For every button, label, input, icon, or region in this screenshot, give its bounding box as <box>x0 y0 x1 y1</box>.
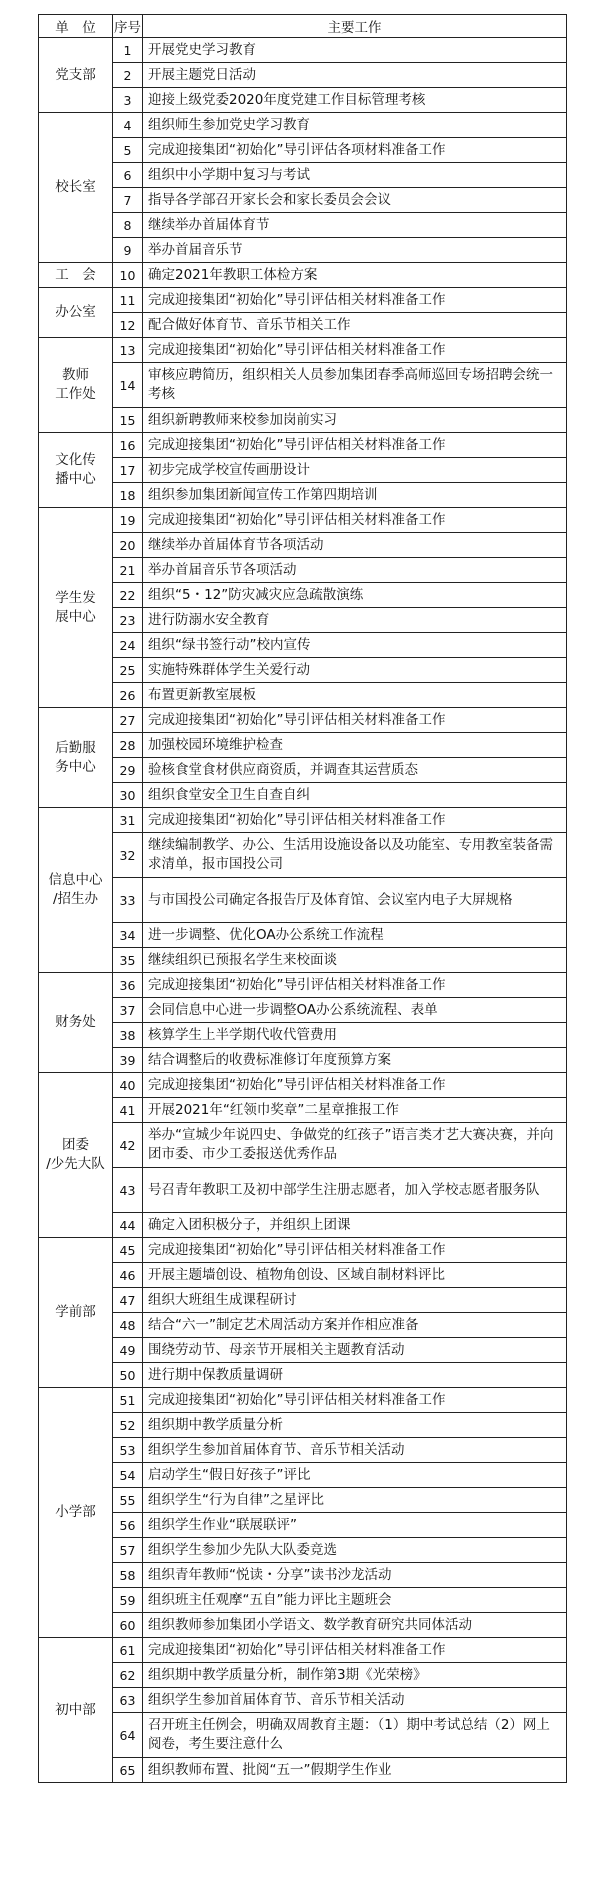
seq-cell: 12 <box>113 313 143 338</box>
seq-cell: 34 <box>113 923 143 948</box>
task-cell: 召开班主任例会，明确双周教育主题：（1）期中考试总结（2）网上阅卷，考生要注意什么 <box>143 1713 567 1758</box>
seq-cell: 18 <box>113 483 143 508</box>
task-cell: 组织师生参加党史学习教育 <box>143 113 567 138</box>
task-cell: 举办“宣城少年说四史、争做党的红孩子”语言类才艺大赛决赛，并向团市委、市少工委报送优秀作品 <box>143 1123 567 1168</box>
task-cell: 进行防溺水安全教育 <box>143 608 567 633</box>
table-row <box>39 1263 567 1288</box>
seq-cell: 60 <box>113 1613 143 1638</box>
table-row <box>39 1638 567 1663</box>
work-plan-table-container <box>38 14 566 1783</box>
table-row <box>39 1413 567 1438</box>
header-seq: 序号 <box>113 15 143 38</box>
seq-cell: 27 <box>113 708 143 733</box>
task-cell: 完成迎接集团“初始化”导引评估相关材料准备工作 <box>143 288 567 313</box>
table-row <box>39 1238 567 1263</box>
task-cell: 继续举办首届体育节各项活动 <box>143 533 567 558</box>
task-cell: 组织学生参加少先队大队委竞选 <box>143 1538 567 1563</box>
seq-cell: 4 <box>113 113 143 138</box>
table-row <box>39 683 567 708</box>
table-row <box>39 608 567 633</box>
task-cell: 完成迎接集团“初始化”导引评估相关材料准备工作 <box>143 1238 567 1263</box>
table-row <box>39 1098 567 1123</box>
task-cell: 进一步调整、优化OA办公系统工作流程 <box>143 923 567 948</box>
task-cell: 完成迎接集团“初始化”导引评估相关材料准备工作 <box>143 708 567 733</box>
seq-cell: 13 <box>113 338 143 363</box>
task-cell: 完成迎接集团“初始化”导引评估相关材料准备工作 <box>143 808 567 833</box>
seq-cell: 36 <box>113 973 143 998</box>
table-row <box>39 1538 567 1563</box>
seq-cell: 44 <box>113 1213 143 1238</box>
seq-cell: 2 <box>113 63 143 88</box>
task-cell: 迎接上级党委2020年度党建工作目标管理考核 <box>143 88 567 113</box>
seq-cell: 43 <box>113 1168 143 1213</box>
table-row <box>39 408 567 433</box>
seq-cell: 62 <box>113 1663 143 1688</box>
task-cell: 结合“六一”制定艺术周活动方案并作相应准备 <box>143 1313 567 1338</box>
seq-cell: 35 <box>113 948 143 973</box>
seq-cell: 5 <box>113 138 143 163</box>
table-row <box>39 1713 567 1758</box>
task-cell: 初步完成学校宣传画册设计 <box>143 458 567 483</box>
seq-cell: 64 <box>113 1713 143 1758</box>
unit-cell: 工 会 <box>39 263 113 288</box>
table-row <box>39 1488 567 1513</box>
table-row <box>39 213 567 238</box>
task-cell: 组织食堂安全卫生自查自纠 <box>143 783 567 808</box>
task-cell: 加强校园环境维护检查 <box>143 733 567 758</box>
task-cell: 组织班主任观摩“五自”能力评比主题班会 <box>143 1588 567 1613</box>
table-row <box>39 1048 567 1073</box>
table-row <box>39 1213 567 1238</box>
unit-cell: 团委 /少先大队 <box>39 1073 113 1238</box>
task-cell: 组织学生“行为自律”之星评比 <box>143 1488 567 1513</box>
task-cell: 布置更新教室展板 <box>143 683 567 708</box>
table-row <box>39 138 567 163</box>
table-row <box>39 1073 567 1098</box>
header-task: 主要工作 <box>143 15 567 38</box>
seq-cell: 10 <box>113 263 143 288</box>
unit-cell: 信息中心 /招生办 <box>39 808 113 973</box>
seq-cell: 11 <box>113 288 143 313</box>
work-plan-table <box>38 14 567 1783</box>
task-cell: 开展2021年“红领巾奖章”二星章推报工作 <box>143 1098 567 1123</box>
seq-cell: 54 <box>113 1463 143 1488</box>
seq-cell: 17 <box>113 458 143 483</box>
seq-cell: 8 <box>113 213 143 238</box>
table-row <box>39 263 567 288</box>
table-row <box>39 783 567 808</box>
task-cell: 组织期中教学质量分析，制作第3期《光荣榜》 <box>143 1663 567 1688</box>
seq-cell: 63 <box>113 1688 143 1713</box>
task-cell: 完成迎接集团“初始化”导引评估相关材料准备工作 <box>143 1073 567 1098</box>
table-row <box>39 288 567 313</box>
seq-cell: 22 <box>113 583 143 608</box>
table-row <box>39 63 567 88</box>
task-cell: 启动学生“假日好孩子”评比 <box>143 1463 567 1488</box>
task-cell: 开展主题墙创设、植物角创设、区域自制材料评比 <box>143 1263 567 1288</box>
table-row <box>39 758 567 783</box>
seq-cell: 49 <box>113 1338 143 1363</box>
table-row <box>39 833 567 878</box>
seq-cell: 38 <box>113 1023 143 1048</box>
table-row <box>39 1363 567 1388</box>
task-cell: 完成迎接集团“初始化”导引评估相关材料准备工作 <box>143 973 567 998</box>
seq-cell: 50 <box>113 1363 143 1388</box>
table-row <box>39 583 567 608</box>
seq-cell: 1 <box>113 38 143 63</box>
unit-cell: 学前部 <box>39 1238 113 1388</box>
seq-cell: 9 <box>113 238 143 263</box>
seq-cell: 23 <box>113 608 143 633</box>
task-cell: 验核食堂食材供应商资质，并调查其运营质态 <box>143 758 567 783</box>
task-cell: 组织大班组生成课程研讨 <box>143 1288 567 1313</box>
task-cell: 组织“绿书签行动”校内宣传 <box>143 633 567 658</box>
table-row <box>39 1688 567 1713</box>
unit-cell: 学生发 展中心 <box>39 508 113 708</box>
task-cell: 核算学生上半学期代收代管费用 <box>143 1023 567 1048</box>
table-row <box>39 1758 567 1783</box>
table-row <box>39 313 567 338</box>
header-row <box>39 15 567 38</box>
task-cell: 组织参加集团新闻宣传工作第四期培训 <box>143 483 567 508</box>
task-cell: 结合调整后的收费标准修订年度预算方案 <box>143 1048 567 1073</box>
table-row <box>39 533 567 558</box>
table-row <box>39 633 567 658</box>
table-row <box>39 1463 567 1488</box>
table-row <box>39 38 567 63</box>
table-row <box>39 188 567 213</box>
task-cell: 组织青年教师“悦读・分享”读书沙龙活动 <box>143 1563 567 1588</box>
table-row <box>39 113 567 138</box>
seq-cell: 37 <box>113 998 143 1023</box>
table-row <box>39 808 567 833</box>
task-cell: 组织学生参加首届体育节、音乐节相关活动 <box>143 1688 567 1713</box>
seq-cell: 6 <box>113 163 143 188</box>
seq-cell: 30 <box>113 783 143 808</box>
seq-cell: 24 <box>113 633 143 658</box>
seq-cell: 65 <box>113 1758 143 1783</box>
table-row <box>39 338 567 363</box>
task-cell: 组织期中教学质量分析 <box>143 1413 567 1438</box>
task-cell: 完成迎接集团“初始化”导引评估相关材料准备工作 <box>143 338 567 363</box>
task-cell: 开展党史学习教育 <box>143 38 567 63</box>
task-cell: 完成迎接集团“初始化”导引评估相关材料准备工作 <box>143 1638 567 1663</box>
seq-cell: 21 <box>113 558 143 583</box>
table-row <box>39 1513 567 1538</box>
unit-cell: 党支部 <box>39 38 113 113</box>
task-cell: 组织中小学期中复习与考试 <box>143 163 567 188</box>
task-cell: 举办首届音乐节 <box>143 238 567 263</box>
seq-cell: 39 <box>113 1048 143 1073</box>
seq-cell: 56 <box>113 1513 143 1538</box>
unit-cell: 财务处 <box>39 973 113 1073</box>
table-row <box>39 923 567 948</box>
table-row <box>39 458 567 483</box>
task-cell: 围绕劳动节、母亲节开展相关主题教育活动 <box>143 1338 567 1363</box>
table-row <box>39 708 567 733</box>
seq-cell: 7 <box>113 188 143 213</box>
seq-cell: 45 <box>113 1238 143 1263</box>
unit-cell: 文化传 播中心 <box>39 433 113 508</box>
table-row <box>39 733 567 758</box>
table-row <box>39 1588 567 1613</box>
table-row <box>39 558 567 583</box>
task-cell: 组织教师参加集团小学语文、数学教育研究共同体活动 <box>143 1613 567 1638</box>
seq-cell: 41 <box>113 1098 143 1123</box>
table-row <box>39 363 567 408</box>
seq-cell: 58 <box>113 1563 143 1588</box>
seq-cell: 26 <box>113 683 143 708</box>
table-row <box>39 1438 567 1463</box>
task-cell: 配合做好体育节、音乐节相关工作 <box>143 313 567 338</box>
seq-cell: 32 <box>113 833 143 878</box>
seq-cell: 47 <box>113 1288 143 1313</box>
task-cell: 完成迎接集团“初始化”导引评估各项材料准备工作 <box>143 138 567 163</box>
seq-cell: 29 <box>113 758 143 783</box>
table-body <box>39 38 567 1783</box>
task-cell: 审核应聘简历，组织相关人员参加集团春季高师巡回专场招聘会统一考核 <box>143 363 567 408</box>
seq-cell: 20 <box>113 533 143 558</box>
task-cell: 完成迎接集团“初始化”导引评估相关材料准备工作 <box>143 1388 567 1413</box>
seq-cell: 53 <box>113 1438 143 1463</box>
seq-cell: 55 <box>113 1488 143 1513</box>
table-row <box>39 483 567 508</box>
task-cell: 确定2021年教职工体检方案 <box>143 263 567 288</box>
task-cell: 组织教师布置、批阅“五一”假期学生作业 <box>143 1758 567 1783</box>
task-cell: 号召青年教职工及初中部学生注册志愿者，加入学校志愿者服务队 <box>143 1168 567 1213</box>
unit-cell: 后勤服 务中心 <box>39 708 113 808</box>
task-cell: 举办首届音乐节各项活动 <box>143 558 567 583</box>
unit-cell: 办公室 <box>39 288 113 338</box>
task-cell: 继续编制教学、办公、生活用设施设备以及功能室、专用教室装备需求清单，报市国投公司 <box>143 833 567 878</box>
task-cell: 组织新聘教师来校参加岗前实习 <box>143 408 567 433</box>
task-cell: 组织学生参加首届体育节、音乐节相关活动 <box>143 1438 567 1463</box>
table-row <box>39 1123 567 1168</box>
table-row <box>39 1388 567 1413</box>
table-row <box>39 973 567 998</box>
task-cell: 组织“5・12”防灾减灾应急疏散演练 <box>143 583 567 608</box>
seq-cell: 33 <box>113 878 143 923</box>
seq-cell: 31 <box>113 808 143 833</box>
table-row <box>39 1313 567 1338</box>
table-row <box>39 508 567 533</box>
task-cell: 继续举办首届体育节 <box>143 213 567 238</box>
table-row <box>39 88 567 113</box>
task-cell: 实施特殊群体学生关爱行动 <box>143 658 567 683</box>
task-cell: 开展主题党日活动 <box>143 63 567 88</box>
seq-cell: 46 <box>113 1263 143 1288</box>
table-row <box>39 163 567 188</box>
table-row <box>39 998 567 1023</box>
task-cell: 继续组织已预报名学生来校面谈 <box>143 948 567 973</box>
table-row <box>39 433 567 458</box>
seq-cell: 61 <box>113 1638 143 1663</box>
task-cell: 确定入团积极分子，并组织上团课 <box>143 1213 567 1238</box>
task-cell: 指导各学部召开家长会和家长委员会会议 <box>143 188 567 213</box>
table-row <box>39 1663 567 1688</box>
table-row <box>39 238 567 263</box>
table-row <box>39 948 567 973</box>
table-row <box>39 1168 567 1213</box>
seq-cell: 42 <box>113 1123 143 1168</box>
seq-cell: 48 <box>113 1313 143 1338</box>
task-cell: 与市国投公司确定各报告厅及体育馆、会议室内电子大屏规格 <box>143 878 567 923</box>
header-unit: 单 位 <box>39 15 113 38</box>
table-row <box>39 1023 567 1048</box>
unit-cell: 小学部 <box>39 1388 113 1638</box>
table-row <box>39 1288 567 1313</box>
table-row <box>39 878 567 923</box>
task-cell: 完成迎接集团“初始化”导引评估相关材料准备工作 <box>143 433 567 458</box>
table-row <box>39 1563 567 1588</box>
seq-cell: 15 <box>113 408 143 433</box>
seq-cell: 59 <box>113 1588 143 1613</box>
table-row <box>39 1613 567 1638</box>
seq-cell: 52 <box>113 1413 143 1438</box>
seq-cell: 57 <box>113 1538 143 1563</box>
seq-cell: 3 <box>113 88 143 113</box>
task-cell: 会同信息中心进一步调整OA办公系统流程、表单 <box>143 998 567 1023</box>
seq-cell: 14 <box>113 363 143 408</box>
seq-cell: 40 <box>113 1073 143 1098</box>
unit-cell: 校长室 <box>39 113 113 263</box>
table-row <box>39 1338 567 1363</box>
unit-cell: 初中部 <box>39 1638 113 1783</box>
task-cell: 完成迎接集团“初始化”导引评估相关材料准备工作 <box>143 508 567 533</box>
task-cell: 组织学生作业“联展联评” <box>143 1513 567 1538</box>
task-cell: 进行期中保教质量调研 <box>143 1363 567 1388</box>
seq-cell: 28 <box>113 733 143 758</box>
unit-cell: 教师 工作处 <box>39 338 113 433</box>
seq-cell: 19 <box>113 508 143 533</box>
seq-cell: 25 <box>113 658 143 683</box>
seq-cell: 51 <box>113 1388 143 1413</box>
table-row <box>39 658 567 683</box>
seq-cell: 16 <box>113 433 143 458</box>
